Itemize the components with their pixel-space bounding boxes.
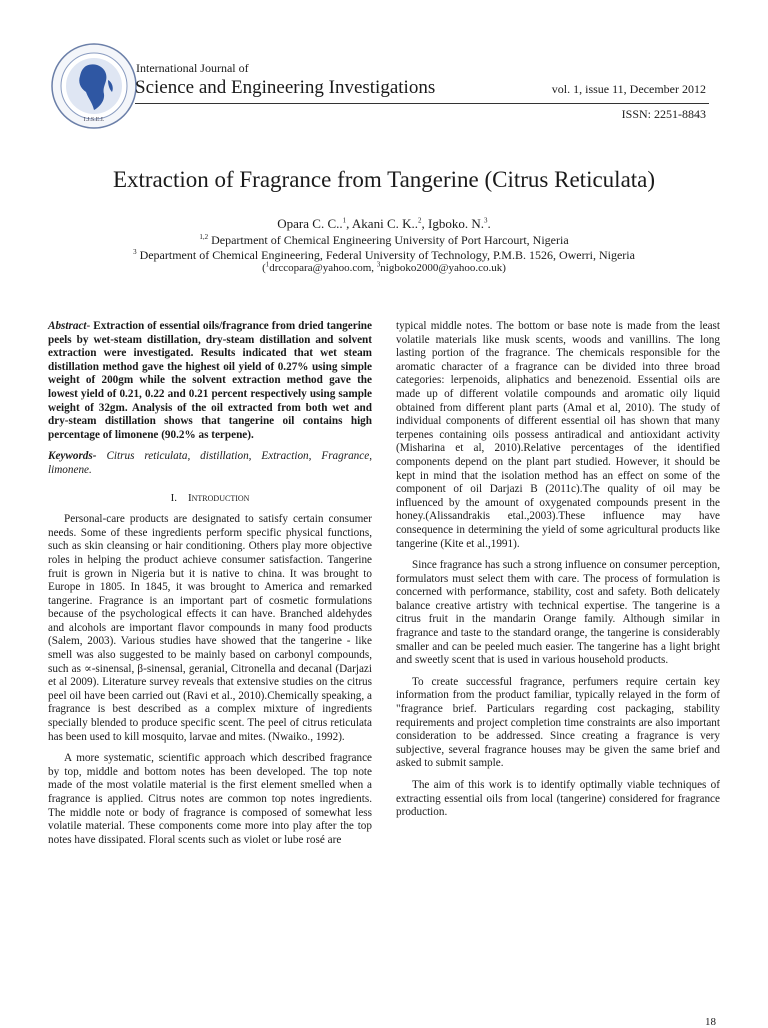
journal-prefix: International Journal of bbox=[136, 61, 249, 75]
author-name: Igboko. N bbox=[428, 216, 481, 231]
abstract: Abstract- Extraction of essential oils/fragrance from dried tangerine peels by wet-steam distillation, dry-steam distillation and solvent extraction were investigated. Results indicated that wet steam distillation method gave the highest oil yield of 0.27% using simple weight of 200gm while the solvent extraction method gave the lowest yield of 0.21, 0.22 and 0.21 percent respectively using sample weight of 32gm. Analysis of the oil extracted from both wet and dry-steam distillation shows that tangerine oil contains high percentage of limonene (90.2% as terpene). bbox=[48, 320, 372, 441]
logo-text: I.J.S.E.I. bbox=[83, 117, 105, 123]
paragraph: Personal-care products are designated to satisfy certain consumer needs. Some of these ingredients perform specific physical functions, such as skin cleansing or hair conditioning. Others play more objective roles in helping the product achieve consumer satisfaction. Tangerine fruit is grown in Nigeria but it is native to china. It was brought to Europe in 1805. In 1845, it was brought to America and remarked tangerine. Fragrance is an important part of cosmetic formulations because of the psychological effects it can have. Branched aldehydes and alcohols are important flavor compounds in many food products (Salem, 2003). Various studies have showed that the tangerine - like smell was also suggested to be mainly based on carbonyl compounds, such as ∝-sinensal, β-sinensal, geranial, Citronella and decanal (Darjazi et al 2009). Literature survey reveals that extensive studies on the citrus peel oil have been carried out (Ravi et al., 2010).Chemically speaking, a fragrance is best described as a complex mixture of ingredients specially blended to produce specific scent. The peel of citrus reticulata has been used to kill mosquito, larvae and mites. (Nwaiko., 1992). bbox=[48, 513, 372, 743]
issn: ISSN: 2251-8843 bbox=[621, 107, 706, 121]
author-emails: ($^1$drccopara@yahoo.com, $^3$nigboko2000@yahoo.co.uk) bbox=[262, 260, 506, 274]
author-sup: 3 bbox=[483, 216, 488, 225]
affiliation-1 bbox=[0, 233, 768, 248]
page-number: 18 bbox=[705, 1016, 716, 1028]
volume-info: vol. 1, issue 11, December 2012 bbox=[551, 82, 706, 96]
keywords bbox=[48, 450, 372, 477]
abstract-label: Abstract bbox=[48, 320, 87, 332]
keywords-label: Keywords- bbox=[48, 450, 97, 463]
email-1[interactable]: drccopara@yahoo.com bbox=[269, 262, 372, 274]
keywords-text: Citrus reticulata, distillation, Extraction, Fragrance, limonene. bbox=[48, 450, 373, 476]
section-heading bbox=[48, 492, 372, 506]
journal-logo bbox=[50, 42, 138, 130]
section-number: I. bbox=[170, 491, 177, 504]
paragraph: Since fragrance has such a strong influence on consumer perception, formulators must select them with care. The process of formulation is concerned with performance, stability, cost and safety. Both delicately balance creative artistry with technical expertise. The tangerine is a citrus fruit in the mandarin Orange family. Although similar in fragrance and taste to the standard orange, the tangerine is considerably smaller and can be peeled much easier. The tangerine has a light bright and sweetly scent that is used in various household products. bbox=[396, 559, 720, 667]
paragraph: To create successful fragrance, perfumers require certain key information from the product familiar, typically relayed in the form of "fragrance brief. Particulars regarding cost packaging, stability requirements and project completion time constraints are also important consideration to be addressed. Since creating a fragrance is very subjective, several fragrance houses may be given the same brief and asked to submit sample. bbox=[396, 675, 720, 770]
journal-header bbox=[0, 0, 768, 130]
abstract-text: Extraction of essential oils/fragrance from dried tangerine peels by wet-steam distillation, dry-steam distillation and solvent extraction were investigated. Results indicated that wet steam distillation method gave the highest oil yield of 0.27% using simple weight of 200gm while the solvent extraction method gave the lowest yield of 0.21, 0.22 and 0.21 percent respectively using sample weight of 32gm. Analysis of the oil extracted from both wet and dry-steam distillation shows that tangerine oil contains high percentage of limonene (90.2% as terpene). bbox=[48, 320, 372, 441]
affiliation-2 bbox=[0, 248, 768, 263]
author-sup: 1 bbox=[342, 216, 347, 225]
author-sup: 2 bbox=[418, 216, 422, 225]
authors-line: Opara C. C..$^1$, Akani C. K..$^2$, Igboko. N.$^3$. bbox=[277, 216, 491, 231]
aff-text: Department of Chemical Engineering, Federal University of Technology, P.M.B. 1526, Owerri, Nigeria bbox=[139, 248, 635, 262]
author-name: Opara C. C. bbox=[277, 216, 340, 231]
section-title: Introduction bbox=[187, 491, 250, 504]
paragraph: typical middle notes. The bottom or base note is made from the least volatile materials like musk scents, woods and vanillins. The long lasting portion of the fragrance. The chemicals responsible for the aromatic character of a fragrance can be divided into three broad categories: lerpenoids, aliphatics and benezenoid. Essential oils are made up of different volatile compounds and aromatic oily liquid obtained from different plant parts (Amal et al, 2010). The study of individual components of different essential oil has shown that many terpenes containing oils possess antiradical and antioxidant activity (Misharina et al, 2010).Relative percentages of the identified components depend on the plant part studied. However, it should be kept in mind that the isolation method has an effect on some of the component of oil Darjazi B (2011c).The quality of oil may be influenced by the amount of oxygenated compounds present in the honey.(Alissandrakis etal.,2003).These influence may have consequence in determining the yield of some agricultural products like tangerine (Kite et al.,1991). bbox=[396, 320, 720, 550]
paragraph: The aim of this work is to identify optimally viable techniques of extracting essential oils from local (tangerine) considered for fragrance production. bbox=[396, 779, 720, 819]
paper-title: Extraction of Fragrance from Tangerine (Citrus Reticulata) bbox=[112, 167, 656, 192]
email-2[interactable]: nigboko2000@yahoo.co.uk bbox=[380, 262, 503, 274]
left-column bbox=[48, 320, 372, 855]
aff-sup: 1,2 bbox=[199, 233, 209, 241]
right-column bbox=[396, 320, 720, 828]
journal-name: Science and Engineering Investigations bbox=[135, 77, 436, 98]
author-name: Akani C. K. bbox=[351, 216, 415, 231]
aff-text: Department of Chemical Engineering University of Port Harcourt, Nigeria bbox=[211, 233, 569, 247]
email-sup: 1 bbox=[265, 260, 270, 269]
paragraph: A more systematic, scientific approach which described fragrance by top, middle and bottom notes has been developed. The top note made of the most volatile material is the first element smelled when a fragrance is applied. Citrus notes are common top notes ingredients. The middle note or body of fragrance is composed of somewhat less volatile material. These components come more into play after the top notes have dissipated. Floral scents such as violet or lube rosé are bbox=[48, 752, 372, 846]
email-sup: 3 bbox=[376, 260, 381, 269]
aff-sup: 3 bbox=[133, 248, 137, 256]
header-rule bbox=[135, 103, 709, 104]
